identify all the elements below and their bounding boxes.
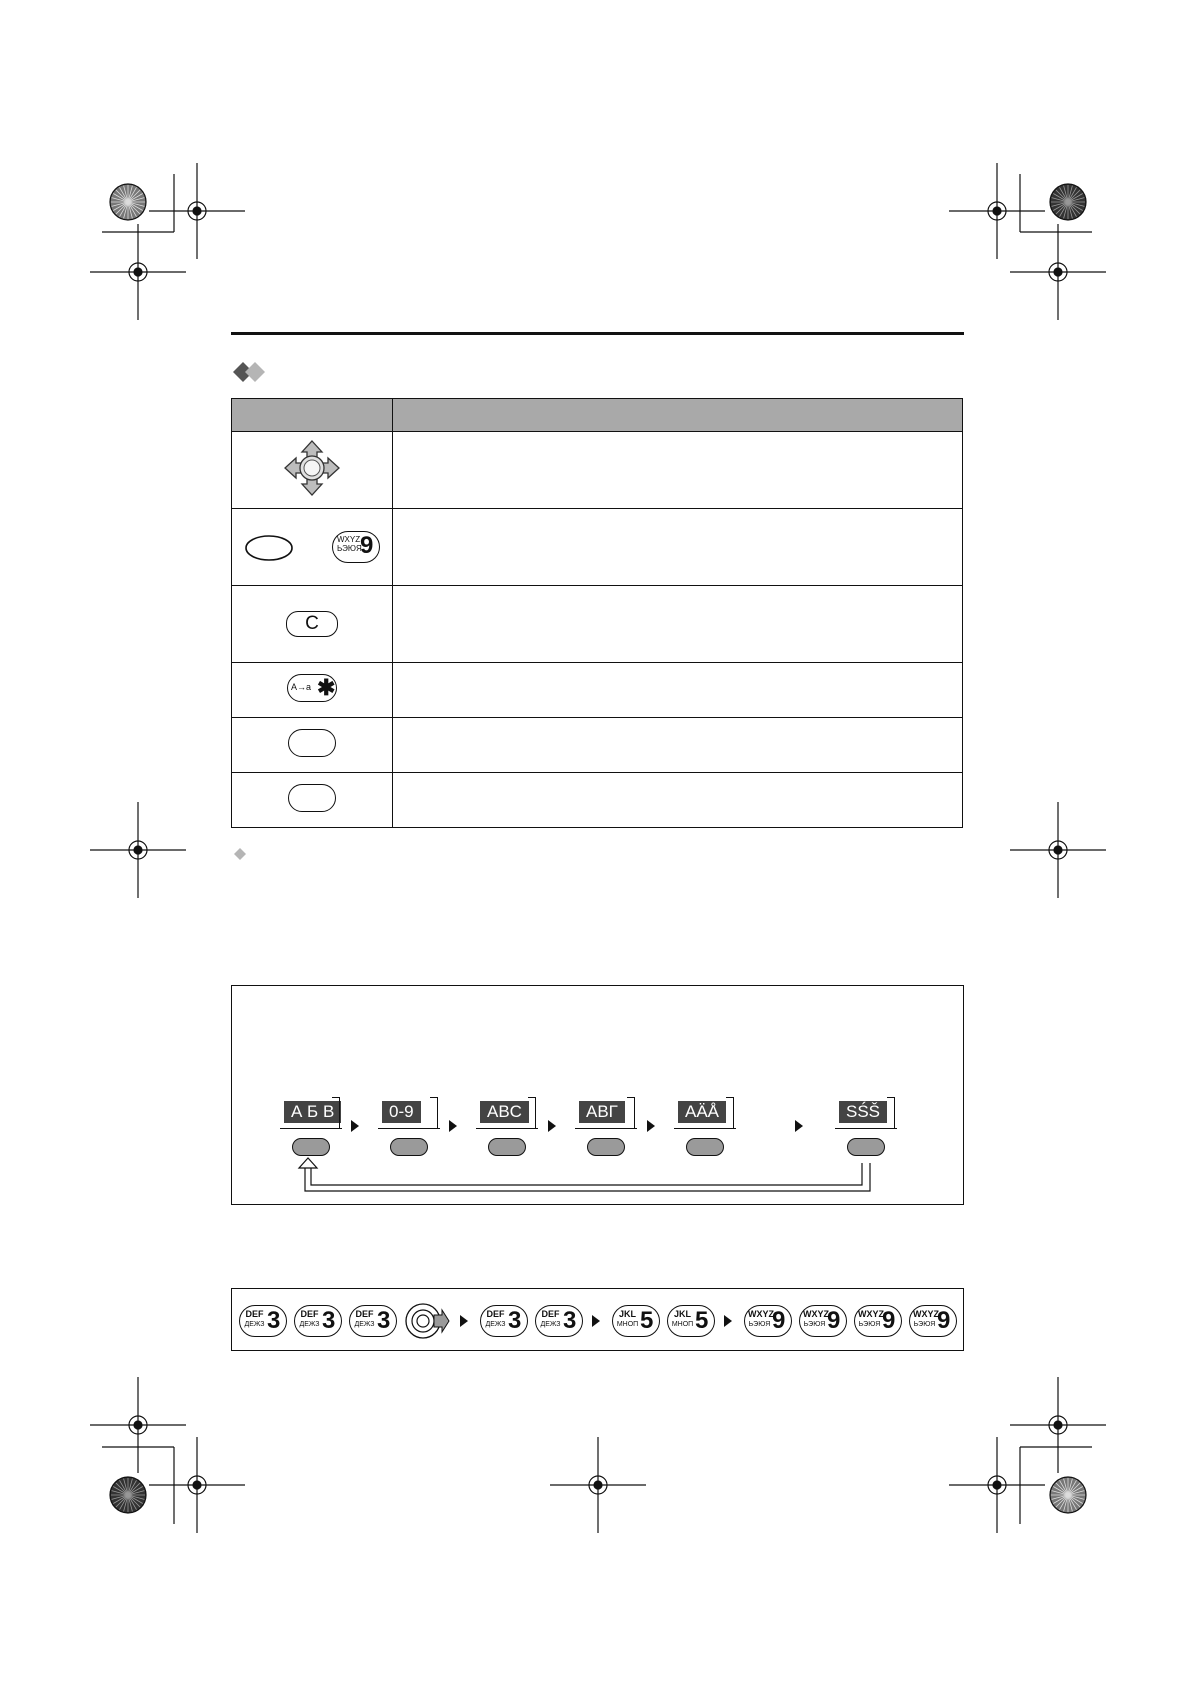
mode-label: ABC: [480, 1101, 529, 1123]
key-digit: 9: [772, 1307, 786, 1334]
key-letters-cyrillic: ЬЭЮЯ: [913, 1321, 936, 1328]
key-letters-cyrillic: ДЕЖЗ: [244, 1321, 265, 1328]
key-letters-cyrillic: ЬЭЮЯ: [803, 1321, 826, 1328]
key-digit: 3: [377, 1307, 391, 1334]
key-digit: 5: [695, 1307, 709, 1334]
digit-key-icon: [535, 1305, 583, 1337]
key-letters-latin: JKL: [673, 1309, 691, 1319]
star-icon: ✱: [317, 674, 336, 700]
key-letters-latin: DEF: [300, 1309, 319, 1319]
mode-label: ΑΒΓ: [579, 1101, 625, 1123]
key-digit: 9: [360, 532, 374, 559]
key-letters-cyrillic: ДЕЖЗ: [485, 1321, 506, 1328]
key-digit: 9: [827, 1307, 841, 1334]
key-digit: 3: [322, 1307, 336, 1334]
key-letters-cyrillic: ЬЭЮЯ: [748, 1321, 771, 1328]
key-letters-latin: DEF: [245, 1309, 264, 1319]
digit-key-icon: [667, 1305, 715, 1337]
digit-key-icon: [799, 1305, 847, 1337]
key-letters-cyrillic: МНОП: [671, 1321, 694, 1328]
digit-key-icon: [612, 1305, 660, 1337]
mode-label: А Б В: [284, 1101, 341, 1123]
key-letters-cyrillic: ДЕЖЗ: [354, 1321, 375, 1328]
digit-key-icon: [909, 1305, 957, 1337]
key-digit: 3: [508, 1307, 522, 1334]
key-letters-cyrillic: ДЕЖЗ: [540, 1321, 561, 1328]
digit-key-icon: [239, 1305, 287, 1337]
key-letters-latin: WXYZ: [913, 1309, 939, 1319]
mode-label: 0-9: [382, 1101, 421, 1123]
digit-key-icon: [480, 1305, 528, 1337]
digit-key-icon: [349, 1305, 397, 1337]
arrow-right-icon: [460, 1315, 468, 1327]
arrow-right-icon: [592, 1315, 600, 1327]
key-digit: 9: [937, 1307, 951, 1334]
arrow-right-icon: [724, 1315, 732, 1327]
key-letters-cyrillic: ЬЭЮЯ: [858, 1321, 881, 1328]
key-digit: 9: [882, 1307, 896, 1334]
key-letters-latin: WXYZ: [748, 1309, 774, 1319]
key-letters-cyrillic: МНОП: [616, 1321, 639, 1328]
key-digit: 3: [563, 1307, 577, 1334]
key-letters-latin: WXYZ: [858, 1309, 884, 1319]
key-letters-latin: WXYZ: [803, 1309, 829, 1319]
key-letters-latin: DEF: [541, 1309, 560, 1319]
digit-key-icon: [744, 1305, 792, 1337]
digit-key-icon: [294, 1305, 342, 1337]
key-letters-latin: DEF: [355, 1309, 374, 1319]
key-letters-cyrillic: ДЕЖЗ: [299, 1321, 320, 1328]
mode-label: AÄÅ: [678, 1101, 726, 1123]
key-letters: WXYZ ЬЭЮЯ: [337, 535, 362, 553]
mode-label: SŚŠ: [839, 1101, 887, 1123]
clear-key-icon: C: [286, 611, 338, 637]
key-letters-latin: DEF: [486, 1309, 505, 1319]
key-label: A→a: [291, 681, 312, 692]
navigator-right-icon: [404, 1302, 450, 1340]
key-letters-latin: JKL: [618, 1309, 636, 1319]
key-digit: 3: [267, 1307, 281, 1334]
digit-key-icon: [854, 1305, 902, 1337]
key-digit: 5: [640, 1307, 654, 1334]
